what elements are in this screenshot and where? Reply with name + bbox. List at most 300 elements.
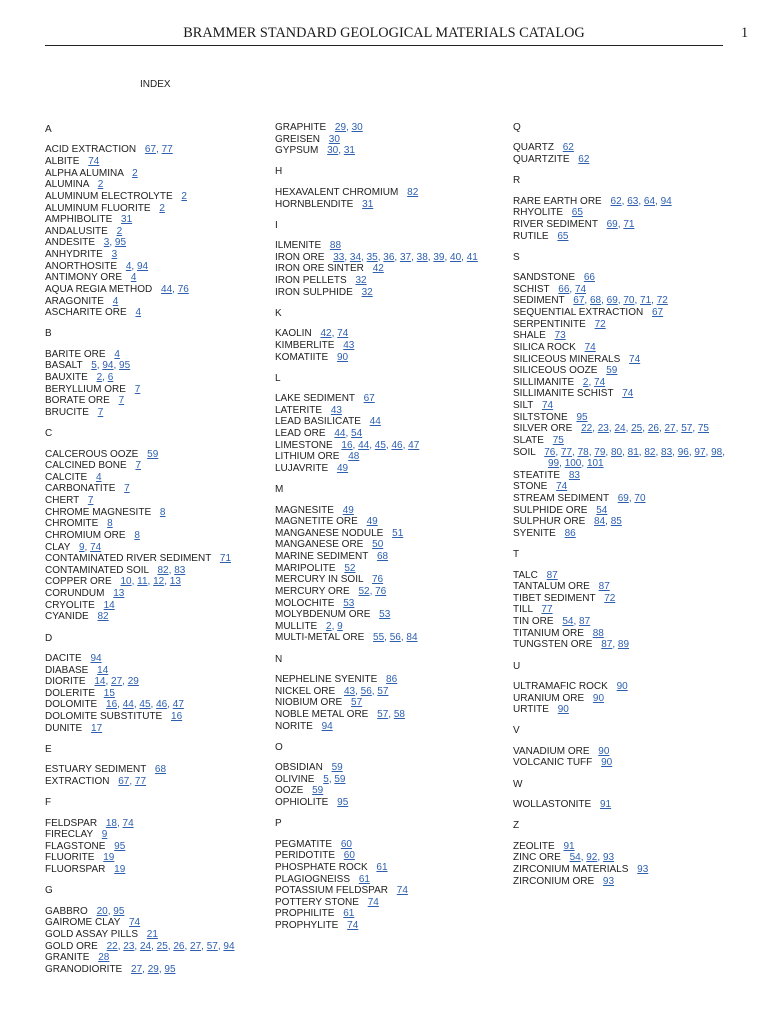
page-link[interactable]: 62 <box>578 154 590 166</box>
page-link[interactable]: 7 <box>134 383 141 395</box>
page-link[interactable]: 89 <box>617 639 630 651</box>
page-link[interactable]: 68 <box>376 551 389 562</box>
page-link[interactable]: 74 <box>629 353 641 365</box>
page-link[interactable]: 76 <box>177 283 189 295</box>
page-link[interactable]: 95 <box>119 360 131 372</box>
page-link[interactable]: 74 <box>347 920 359 931</box>
index-term: LIMESTONE <box>275 439 333 451</box>
index-entry <box>45 249 267 261</box>
page-link[interactable]: 84 <box>406 632 418 644</box>
page-link[interactable]: 27 <box>190 940 202 952</box>
page-link[interactable]: 93 <box>637 863 649 875</box>
page-link[interactable]: 2 <box>159 202 165 214</box>
page-references <box>585 342 596 353</box>
page-link[interactable]: 42 <box>320 328 332 340</box>
index-term: SCHIST <box>513 283 550 295</box>
index-entry <box>513 196 729 208</box>
index-term: SILT <box>513 400 534 412</box>
page-link[interactable]: 33 <box>333 251 345 263</box>
page-link[interactable]: 94 <box>90 652 102 664</box>
page-link[interactable]: 3 <box>103 237 110 249</box>
page-link[interactable]: 76 <box>375 585 387 597</box>
page-link[interactable]: 51 <box>392 527 404 539</box>
page-link[interactable]: 9 <box>101 829 108 841</box>
index-entry <box>45 449 267 461</box>
page-link[interactable]: 7 <box>135 460 142 472</box>
page-link[interactable]: 94 <box>321 720 333 732</box>
page-link[interactable]: 57 <box>681 423 693 435</box>
page-references: 2, 6 <box>96 372 114 384</box>
page-references: 57, 58 <box>377 708 405 720</box>
page-link[interactable]: 82 <box>644 446 656 458</box>
page-link[interactable]: 82 <box>407 186 419 198</box>
page-link[interactable]: 54 <box>569 852 581 864</box>
page-link[interactable]: 65 <box>571 207 583 219</box>
page-link[interactable]: 20 <box>96 905 108 917</box>
page-link[interactable]: 8 <box>159 506 166 518</box>
page-link[interactable]: 88 <box>592 627 604 639</box>
page-link[interactable]: 75 <box>552 434 564 446</box>
page-link[interactable]: 2 <box>181 190 187 202</box>
page-link[interactable]: 44 <box>334 428 346 439</box>
page-link[interactable]: 56 <box>389 632 401 644</box>
page-link[interactable]: 93 <box>602 875 615 887</box>
page-link[interactable]: 61 <box>376 861 388 873</box>
page-link[interactable]: 74 <box>574 283 587 295</box>
page-link[interactable]: 49 <box>366 516 378 528</box>
page-link[interactable]: 82 <box>97 611 109 623</box>
index-term: OPHIOLITE <box>275 797 329 808</box>
index-entry <box>275 697 505 709</box>
page-link[interactable]: 94 <box>660 195 672 207</box>
page-link[interactable]: 26 <box>647 423 659 435</box>
page-link[interactable]: 24 <box>139 940 152 952</box>
index-entry <box>513 639 729 651</box>
page-link[interactable]: 95 <box>113 905 125 917</box>
page-link[interactable]: 52 <box>344 562 356 574</box>
page-link[interactable]: 58 <box>393 708 405 720</box>
page-link[interactable]: 67 <box>363 393 375 405</box>
page-references: 18, 74 <box>105 817 134 829</box>
page-link[interactable]: 66 <box>558 283 570 295</box>
page-link[interactable]: 53 <box>343 597 355 609</box>
index-entry <box>513 864 729 876</box>
page-link[interactable]: 74 <box>584 341 596 353</box>
page-link[interactable]: 55 <box>373 632 385 644</box>
page-link[interactable]: 83 <box>174 564 186 576</box>
page-link[interactable]: 32 <box>355 275 367 286</box>
page-link[interactable]: 40 <box>450 251 462 263</box>
page-link[interactable]: 64 <box>643 195 656 207</box>
page-link[interactable]: 34 <box>349 251 362 263</box>
page-link[interactable]: 72 <box>656 295 668 307</box>
page-link[interactable]: 22 <box>106 940 118 952</box>
page-link[interactable]: 13 <box>169 576 181 588</box>
page-link[interactable]: 94 <box>136 260 149 272</box>
index-term: EXTRACTION <box>45 775 110 787</box>
page-link[interactable]: 85 <box>610 516 622 528</box>
page-link[interactable]: 17 <box>91 722 103 734</box>
page-link[interactable]: 93 <box>602 852 615 864</box>
page-link[interactable]: 43 <box>343 339 355 351</box>
page-link[interactable]: 72 <box>604 592 616 604</box>
page-link[interactable]: 95 <box>114 840 126 852</box>
page-link[interactable]: 45 <box>374 439 386 451</box>
page-link[interactable]: 82 <box>157 564 169 576</box>
page-link[interactable]: 27 <box>111 676 123 688</box>
page-link[interactable]: 2 <box>132 167 138 179</box>
page-link[interactable]: 77 <box>134 775 147 787</box>
page-link[interactable]: 67 <box>652 307 664 319</box>
page-link[interactable]: 59 <box>331 762 343 774</box>
index-entry <box>275 505 505 517</box>
index-letter-group <box>275 742 505 809</box>
page-link[interactable]: 87 <box>601 639 613 651</box>
index-column-1 <box>45 124 267 975</box>
page-link[interactable]: 10 <box>120 576 132 588</box>
page-link[interactable]: 98 <box>711 446 723 458</box>
page-link[interactable]: 6 <box>107 372 114 384</box>
page-link[interactable]: 56 <box>360 685 372 697</box>
page-link[interactable]: 4 <box>135 307 142 319</box>
page-link[interactable]: 30 <box>328 133 340 145</box>
page-link[interactable]: 28 <box>98 952 110 964</box>
page-link[interactable]: 4 <box>130 272 137 284</box>
page-link[interactable]: 18 <box>105 817 117 829</box>
page-link[interactable]: 2 <box>326 620 332 632</box>
page-link[interactable]: 69 <box>606 218 618 230</box>
page-link[interactable]: 69 <box>606 295 618 307</box>
page-link[interactable]: 47 <box>408 439 420 451</box>
index-term: WOLLASTONITE <box>513 799 592 811</box>
page-link[interactable]: 9 <box>337 620 343 632</box>
page-link[interactable]: 77 <box>541 604 553 616</box>
page-link[interactable]: 4 <box>114 348 120 360</box>
page-link[interactable]: 83 <box>661 446 673 458</box>
page-link[interactable]: 97 <box>694 446 706 458</box>
page-link[interactable]: 76 <box>371 574 384 586</box>
page-link[interactable]: 67 <box>118 775 130 787</box>
page-link[interactable]: 16 <box>171 711 183 723</box>
index-term: TITANIUM ORE <box>513 627 584 639</box>
page-link[interactable]: 49 <box>336 462 349 474</box>
page-link[interactable]: 59 <box>606 365 618 377</box>
page-references <box>113 588 124 599</box>
page-link[interactable]: 29 <box>147 963 159 975</box>
page-link[interactable]: 59 <box>312 785 324 797</box>
page-link[interactable]: 43 <box>330 404 342 416</box>
page-link[interactable]: 71 <box>640 295 652 307</box>
page-link[interactable]: 41 <box>466 251 478 263</box>
index-entry <box>275 839 505 851</box>
letter-heading: V <box>513 725 520 737</box>
page-link[interactable]: 49 <box>342 504 354 516</box>
page-link[interactable]: 44 <box>369 416 381 428</box>
page-link[interactable]: 83 <box>568 469 580 481</box>
page-link[interactable]: 62 <box>610 195 622 207</box>
page-link[interactable]: 74 <box>396 885 408 897</box>
page-link[interactable]: 11 <box>137 576 148 588</box>
index-term: POTTERY STONE <box>275 896 359 908</box>
page-link[interactable]: 77 <box>161 144 173 156</box>
page-references: 44, 76 <box>161 283 189 295</box>
page-link[interactable]: 29 <box>127 676 139 688</box>
page-link[interactable]: 30 <box>351 122 363 133</box>
page-link[interactable]: 22 <box>581 423 593 435</box>
page-link[interactable]: 44 <box>161 283 173 295</box>
page-link[interactable]: 2 <box>96 372 103 384</box>
page-link[interactable]: 87 <box>579 616 591 628</box>
page-link[interactable]: 9 <box>78 541 85 553</box>
page-references <box>331 405 342 416</box>
page-link[interactable]: 74 <box>594 376 606 388</box>
page-references <box>114 841 125 852</box>
page-link[interactable]: 80 <box>610 446 623 458</box>
page-link[interactable]: 57 <box>351 697 363 709</box>
page-link[interactable]: 54 <box>351 428 363 439</box>
page-references <box>155 764 166 775</box>
page-link[interactable]: 61 <box>358 873 370 885</box>
page-link[interactable]: 91 <box>563 840 575 852</box>
page-link[interactable]: 74 <box>90 541 102 553</box>
index-term: PERIDOTITE <box>275 850 336 862</box>
page-link[interactable]: 7 <box>124 483 130 495</box>
page-link[interactable]: 46 <box>391 439 403 451</box>
page-link[interactable]: 48 <box>348 451 360 463</box>
page-link[interactable]: 96 <box>677 446 689 458</box>
page-link[interactable]: 99 <box>548 458 560 470</box>
page-link[interactable]: 71 <box>219 553 232 565</box>
page-link[interactable]: 86 <box>386 674 398 685</box>
page-link[interactable]: 81 <box>627 446 639 458</box>
page-link[interactable]: 44 <box>358 439 370 451</box>
page-link[interactable]: 14 <box>97 664 109 676</box>
page-link[interactable]: 31 <box>121 214 133 226</box>
page-link[interactable]: 2 <box>116 225 123 237</box>
page-link[interactable]: 57 <box>206 940 218 952</box>
page-link[interactable]: 8 <box>107 518 113 530</box>
page-link[interactable]: 38 <box>416 251 428 263</box>
page-link[interactable]: 92 <box>586 852 598 864</box>
page-link[interactable]: 72 <box>594 318 606 330</box>
page-link[interactable]: 4 <box>125 260 132 272</box>
index-term: CLAY <box>45 541 71 553</box>
index-term: TIBET SEDIMENT <box>513 592 596 604</box>
page-link[interactable]: 70 <box>634 493 646 505</box>
index-entry <box>275 393 505 405</box>
page-link[interactable]: 59 <box>147 448 159 460</box>
page-link[interactable]: 95 <box>576 411 588 423</box>
page-link[interactable]: 54 <box>596 504 608 516</box>
page-link[interactable]: 2 <box>97 179 104 191</box>
page-link[interactable]: 95 <box>337 797 349 808</box>
page-link[interactable]: 7 <box>118 395 125 407</box>
page-link[interactable]: 50 <box>372 539 384 551</box>
page-references: 4, 94 <box>125 260 149 272</box>
page-link[interactable]: 94 <box>223 940 235 952</box>
page-link[interactable]: 13 <box>113 588 125 600</box>
index-term: STREAM SEDIMENT <box>513 493 609 505</box>
index-term: LEAD BASILICATE <box>275 416 361 428</box>
page-link[interactable]: 31 <box>343 145 355 157</box>
page-references <box>379 609 390 620</box>
index-term: ANHYDRITE <box>45 249 103 261</box>
page-link[interactable]: 25 <box>156 940 168 952</box>
page-link[interactable]: 16 <box>106 699 118 711</box>
page-link[interactable]: 86 <box>564 527 576 539</box>
page-link[interactable]: 66 <box>583 272 595 284</box>
page-link[interactable]: 12 <box>153 576 165 588</box>
page-link[interactable]: 90 <box>557 704 569 716</box>
index-term: PEGMATITE <box>275 838 333 850</box>
page-link[interactable]: 27 <box>664 423 676 435</box>
page-link[interactable]: 65 <box>557 230 569 242</box>
index-term: PROPHYLITE <box>275 920 339 931</box>
page-link[interactable]: 74 <box>367 896 379 908</box>
page-link[interactable]: 42 <box>372 263 384 275</box>
page-link[interactable]: 60 <box>343 850 355 862</box>
page-link[interactable]: 25 <box>631 423 643 435</box>
index-term: CARBONATITE <box>45 483 116 495</box>
page-link[interactable]: 39 <box>433 251 445 263</box>
page-link[interactable]: 52 <box>358 585 370 597</box>
page-link[interactable]: 74 <box>337 328 349 340</box>
page-link[interactable]: 90 <box>336 351 349 363</box>
page-link[interactable]: 90 <box>598 745 610 757</box>
page-link[interactable]: 79 <box>594 446 606 458</box>
page-link[interactable]: 95 <box>114 237 127 249</box>
page-link[interactable]: 74 <box>541 400 554 412</box>
page-link[interactable]: 68 <box>589 295 602 307</box>
page-link[interactable]: 71 <box>623 218 635 230</box>
page-link[interactable]: 7 <box>97 406 104 418</box>
page-link[interactable]: 16 <box>341 439 353 451</box>
page-link[interactable]: 61 <box>343 908 355 920</box>
page-link[interactable]: 46 <box>156 699 168 711</box>
page-link[interactable]: 14 <box>103 599 115 611</box>
index-term: ZIRCONIUM ORE <box>513 875 595 887</box>
page-link[interactable]: 19 <box>114 864 126 876</box>
page-link[interactable]: 101 <box>586 458 604 470</box>
index-entry <box>45 723 267 735</box>
page-references: 67, 68, 69, 70, 71, 72 <box>573 295 668 307</box>
page-link[interactable]: 57 <box>377 685 389 697</box>
page-link[interactable]: 73 <box>554 330 566 342</box>
index-term: GOLD ORE <box>45 940 98 952</box>
page-link[interactable]: 60 <box>340 838 352 850</box>
page-link[interactable]: 76 <box>544 446 556 458</box>
page-references <box>344 563 355 574</box>
page-link[interactable]: 88 <box>329 240 342 252</box>
page-link[interactable]: 87 <box>598 581 610 593</box>
page-link[interactable]: 70 <box>623 295 635 307</box>
index-entry <box>513 354 729 366</box>
page-link[interactable]: 37 <box>399 251 412 263</box>
index-entry <box>45 384 267 396</box>
page-link[interactable]: 4 <box>96 471 102 483</box>
page-link[interactable]: 78 <box>577 446 589 458</box>
index-term: CHROME MAGNESITE <box>45 506 152 518</box>
page-link[interactable]: 90 <box>616 680 628 692</box>
page-link[interactable]: 57 <box>377 708 389 720</box>
page-link[interactable]: 15 <box>103 687 115 699</box>
page-link[interactable]: 54 <box>562 616 574 628</box>
page-link[interactable]: 35 <box>366 251 378 263</box>
page-link[interactable]: 5 <box>323 773 329 785</box>
page-link[interactable]: 53 <box>379 609 391 621</box>
page-link[interactable]: 74 <box>622 388 634 400</box>
page-link[interactable]: 74 <box>556 481 568 493</box>
page-link[interactable]: 91 <box>599 799 612 811</box>
page-link[interactable]: 68 <box>154 764 167 776</box>
page-link[interactable]: 90 <box>601 757 613 769</box>
index-term: ALUMINUM FLUORITE <box>45 202 151 214</box>
page-link[interactable]: 26 <box>173 940 185 952</box>
page-link[interactable]: 7 <box>87 495 94 507</box>
page-link[interactable]: 77 <box>560 446 573 458</box>
page-link[interactable]: 29 <box>334 122 347 133</box>
page-link[interactable]: 2 <box>582 376 589 388</box>
page-link[interactable]: 36 <box>383 251 395 263</box>
page-link[interactable]: 30 <box>327 145 339 157</box>
page-link[interactable]: 47 <box>172 699 184 711</box>
page-link[interactable]: 95 <box>164 963 176 975</box>
page-link[interactable]: 67 <box>573 295 585 307</box>
page-link[interactable]: 75 <box>697 423 709 435</box>
page-link[interactable]: 69 <box>617 493 629 505</box>
page-link[interactable]: 14 <box>94 676 106 688</box>
page-link[interactable]: 31 <box>362 198 374 210</box>
index-entry <box>513 505 729 517</box>
page-link[interactable]: 59 <box>334 773 346 785</box>
page-link[interactable]: 74 <box>88 156 100 168</box>
page-link[interactable]: 32 <box>361 286 373 298</box>
page-link[interactable]: 3 <box>111 249 118 261</box>
index-term: ZIRCONIUM MATERIALS <box>513 863 629 875</box>
index-term: TALC <box>513 569 538 581</box>
page-link[interactable]: 90 <box>592 692 605 704</box>
page-link[interactable]: 21 <box>146 928 158 940</box>
page-link[interactable]: 8 <box>134 529 140 541</box>
page-link[interactable]: 87 <box>546 569 558 581</box>
page-references: 44, 54 <box>334 428 363 439</box>
index-entry <box>513 799 729 811</box>
page-references <box>367 516 378 527</box>
page-link[interactable]: 5 <box>91 360 97 372</box>
index-entry <box>45 214 267 226</box>
page-link[interactable]: 44 <box>122 699 134 711</box>
index-entry <box>275 609 505 621</box>
page-link[interactable]: 23 <box>123 940 135 952</box>
page-link[interactable]: 62 <box>562 142 574 154</box>
index-entry <box>275 674 505 686</box>
page-link[interactable]: 94 <box>102 360 114 372</box>
page-link[interactable]: 67 <box>144 144 157 156</box>
page-link[interactable]: 27 <box>131 963 143 975</box>
page-link[interactable]: 100 <box>564 458 582 470</box>
page-link[interactable]: 43 <box>343 685 356 697</box>
page-link[interactable]: 4 <box>112 295 119 307</box>
page-link[interactable]: 24 <box>614 423 626 435</box>
page-link[interactable]: 74 <box>129 917 141 929</box>
page-link[interactable]: 63 <box>627 195 639 207</box>
page-link[interactable]: 19 <box>103 852 115 864</box>
page-link[interactable]: 84 <box>594 516 606 528</box>
page-link[interactable]: 45 <box>139 699 151 711</box>
page-link[interactable]: 23 <box>597 423 609 435</box>
page-link[interactable]: 74 <box>122 817 134 829</box>
index-entry <box>45 600 267 612</box>
